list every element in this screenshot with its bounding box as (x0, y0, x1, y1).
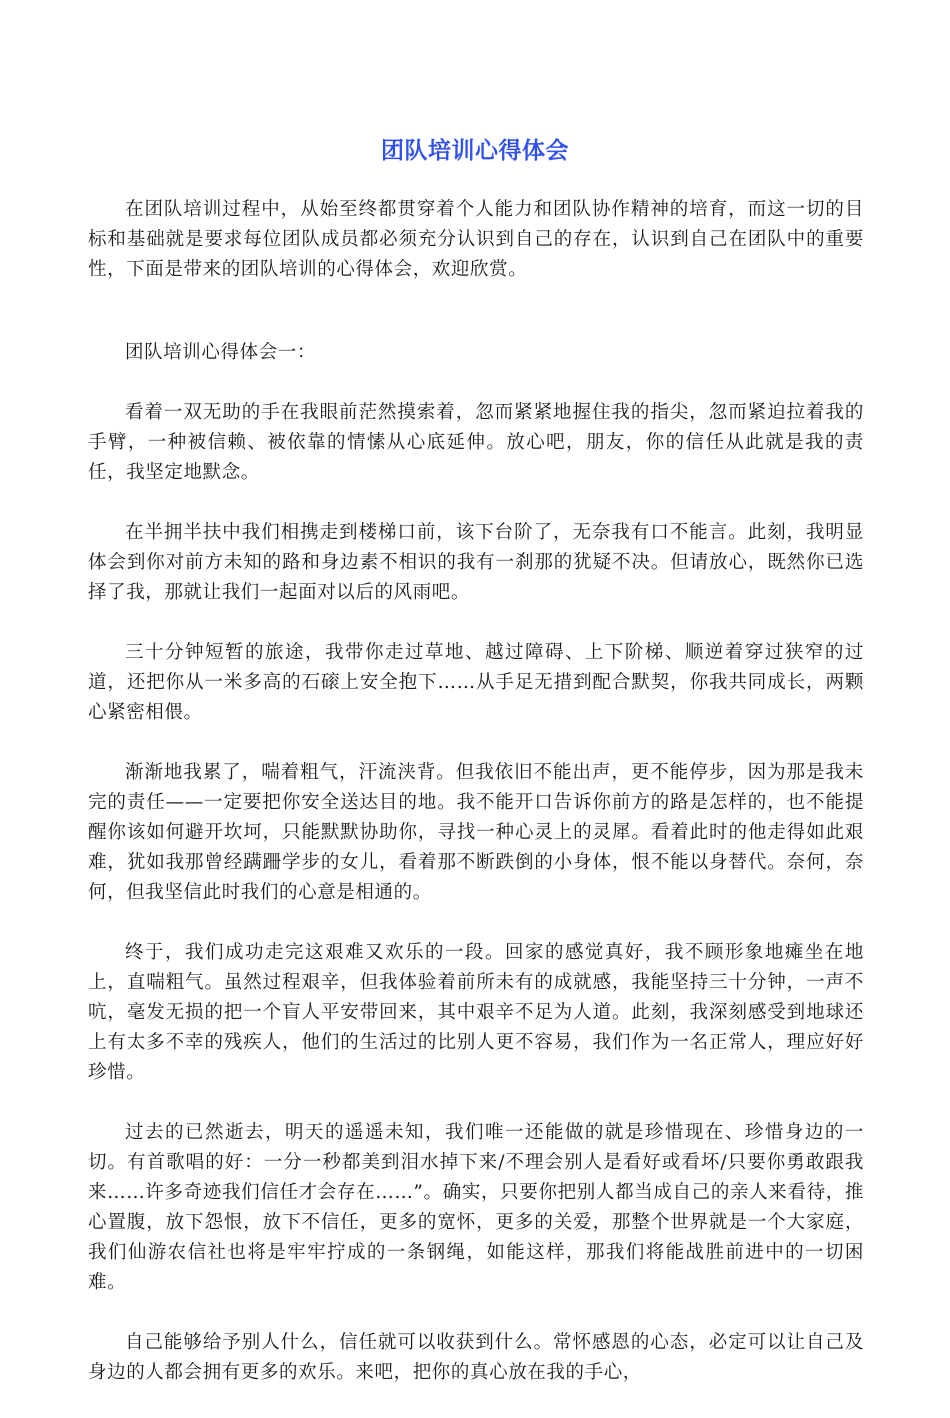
intro-paragraph: 在团队培训过程中，从始至终都贯穿着个人能力和团队协作精神的培育，而这一切的目标和基础就是要求每位团队成员都必须充分认识到自己的存在，认识到自己在团队中的重要性，下面是带来的团队培训的心得体会，欢迎欣赏。 (88, 199, 864, 280)
body-paragraph: 自己能够给予别人什么，信任就可以收获到什么。常怀感恩的心态，必定可以让自己及身边的人都会拥有更多的欢乐。来吧，把你的真心放在我的手心， (88, 1332, 864, 1383)
body-paragraph: 终于，我们成功走完这艰难又欢乐的一段。回家的感觉真好，我不顾形象地瘫坐在地上，直喘粗气。虽然过程艰辛，但我体验着前所未有的成就感，我能坚持三十分钟，一声不吭，毫发无损的把一个盲人平安带回来，其中艰辛不足为人道。此刻，我深刻感受到地球还上有太多不幸的残疾人，他们的生活过的比别人更不容易，我们作为一名正常人，理应好好珍惜。 (88, 942, 864, 1083)
body-paragraph: 看着一双无助的手在我眼前茫然摸索着，忽而紧紧地握住我的指尖，忽而紧迫拉着我的手臂，一种被信赖、被依靠的情愫从心底延伸。放心吧，朋友，你的信任从此就是我的责任，我坚定地默念。 (88, 402, 864, 483)
document-body (88, 195, 864, 1418)
body-paragraph: 在半拥半扶中我们相携走到楼梯口前，该下台阶了，无奈我有口不能言。此刻，我明显体会到你对前方未知的路和身边素不相识的我有一刹那的犹疑不决。但请放心，既然你已选择了我，那就让我们一起面对以后的风雨吧。 (88, 522, 864, 603)
body-paragraph: 渐渐地我累了，喘着粗气，汗流浃背。但我依旧不能出声，更不能停步，因为那是我未完的责任——一定要把你安全送达目的地。我不能开口告诉你前方的路是怎样的，也不能提醒你该如何避开坎坷，只能默默协助你，寻找一种心灵上的灵犀。看着此时的他走得如此艰难，犹如我那曾经蹒跚学步的女儿，看着那不断跌倒的小身体，恨不能以身替代。奈何，奈何，但我坚信此时我们的心意是相通的。 (88, 762, 864, 903)
body-paragraph: 过去的已然逝去，明天的遥遥未知，我们唯一还能做的就是珍惜现在、珍惜身边的一切。有首歌唱的好：一分一秒都美到泪水掉下来/不理会别人是看好或看坏/只要你勇敢跟我来……许多奇迹我们信任才会存在……”。确实，只要你把别人都当成自己的亲人来看待，推心置腹，放下怨恨，放下不信任，更多的宽怀，更多的关爱，那整个世界就是一个大家庭，我们仙游农信社也将是牢牢拧成的一条钢绳，如能这样，那我们将能战胜前进中的一切困难。 (88, 1122, 864, 1293)
document-title: 团队培训心得体会 (381, 138, 569, 164)
section-heading: 团队培训心得体会一： (125, 342, 317, 363)
body-paragraph: 三十分钟短暂的旅途，我带你走过草地、越过障碍、上下阶梯、顺逆着穿过狭窄的过道，还把你从一米多高的石磙上安全抱下……从手足无措到配合默契，你我共同成长，两颗心紧密相偎。 (88, 642, 864, 723)
